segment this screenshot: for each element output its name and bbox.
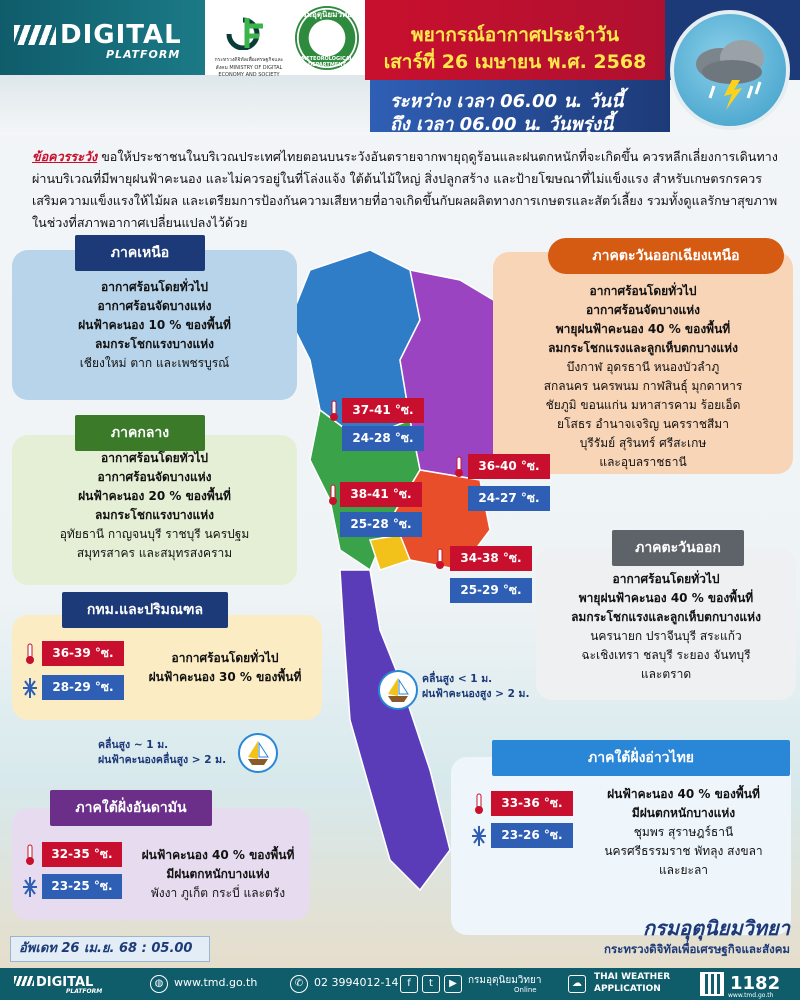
- central-areas-2: สมุทรสาคร และสมุทรสงคราม: [76, 546, 233, 560]
- central-line-3: ฝนฟ้าคะนอง 20 % ของพื้นที่: [78, 489, 231, 503]
- central-line-1: อากาศร้อนโดยทั่วไป: [101, 451, 208, 465]
- thermometer-hot-icon: [22, 844, 38, 866]
- gulf-areas-2: นครศรีธรรมราช พัทลุง สงขลา: [604, 844, 763, 858]
- gulf-line-1: ฝนฟ้าคะนอง 40 % ของพื้นที่: [607, 787, 760, 801]
- central-areas-1: อุทัยธานี กาญจนบุรี ราชบุรี นครปฐม: [59, 527, 250, 541]
- warning-label: ข้อควรระวัง: [32, 149, 98, 164]
- footer-bar: [0, 968, 800, 1000]
- andaman-temp-low: 23-25 °ซ.: [42, 874, 122, 899]
- bangkok-temp-high: 36-39 °ซ.: [42, 641, 124, 666]
- period-to: ถึง เวลา 06.00 น. วันพรุ่งนี้: [390, 114, 614, 135]
- digital-platform-logo: [0, 0, 205, 75]
- globe-icon: ◍: [150, 975, 168, 993]
- northeast-areas-4: ยโสธร อำนาจเจริญ นครราชสีมา: [557, 417, 729, 431]
- gulf-areas-1: ชุมพร สุราษฎร์ธานี: [633, 825, 734, 839]
- andaman-wave-note: [98, 738, 226, 768]
- sailboat-icon: [378, 670, 418, 710]
- north-temp-high: 37-41 °ซ.: [342, 398, 424, 423]
- logo-text: DIGITAL: [60, 20, 182, 50]
- region-card-north: [12, 250, 297, 400]
- logo-bars-icon: [14, 976, 34, 986]
- central-line-2: อากาศร้อนจัดบางแห่ง: [97, 470, 212, 484]
- region-title-east: ภาคตะวันออก: [612, 530, 744, 566]
- bangkok-temp-low: 28-29 °ซ.: [42, 675, 124, 700]
- northeast-line-2: อากาศร้อนจัดบางแห่ง: [586, 303, 700, 317]
- region-card-gulf: [451, 757, 791, 935]
- north-line-3: ฝนฟ้าคะนอง 10 % ของพื้นที่: [78, 318, 231, 332]
- east-line-3: ลมกระโชกแรงและลูกเห็บตกบางแห่ง: [571, 610, 761, 624]
- central-temp-low: 25-28 °ซ.: [340, 512, 422, 537]
- andaman-wave-1: คลื่นสูง ~ 1 ม.: [98, 739, 169, 751]
- northeast-areas-3: ชัยภูมิ ขอนแก่น มหาสารคาม ร้อยเอ็ด: [545, 398, 741, 412]
- footer-logo-text: DIGITAL: [36, 975, 94, 990]
- page-date: เสาร์ที่ 26 เมษายน พ.ศ. 2568: [383, 51, 647, 73]
- gulf-line-2: มีฝนตกหนักบางแห่ง: [631, 806, 736, 820]
- thermometer-hot-icon: [432, 548, 448, 570]
- thermometer-hot-icon: [471, 793, 487, 815]
- northeast-line-3: พายุฝนฟ้าคะนอง 40 % ของพื้นที่: [555, 322, 731, 336]
- warning-text: ขอให้ประชาชนในบริเวณประเทศไทยตอนบนระวังอันตรายจากพายุฤดูร้อนและฝนตกหนักที่จะเกิดขึ้น ควรหลีกเลี่ยงการเดินทางผ่านบริเวณที่มีพายุฝนฟ้าคะนอง และไม่ควรอยู่ในที่โล่งแจ้ง ใต้ต้นไม้ใหญ่ สิ่งปลูกสร้าง และป้ายโฆษณาที่ไม่แข็งแรง สำหรับเกษตรกรควรเสริมความแข็งแรงให้ไม้ผล และเตรียมการป้องกันความเสียหายที่อาจเกิดขึ้นกับผลผลิตทางการเกษตรและสัตว์เลี้ยง รวมทั้งดูแลรักษาสุขภาพในช่วงที่สภาพอากาศเปลี่ยนแปลงไว้ด้วย: [32, 149, 778, 230]
- social-name: กรมอุตุนิยมวิทยา: [468, 975, 542, 986]
- region-title-andaman: ภาคใต้ฝั่งอันดามัน: [50, 790, 212, 826]
- thunderstorm-cloud-icon: [670, 10, 790, 130]
- region-title-gulf: ภาคใต้ฝั่งอ่าวไทย: [492, 740, 790, 776]
- thermometer-hot-icon: [451, 456, 467, 478]
- northeast-temp-low: 24-27 °ซ.: [468, 486, 550, 511]
- andaman-temp-high: 32-35 °ซ.: [42, 842, 122, 867]
- hotline-number[interactable]: 1182: [730, 973, 781, 994]
- twitter-icon[interactable]: t: [422, 975, 440, 993]
- east-line-1: อากาศร้อนโดยทั่วไป: [612, 572, 720, 586]
- warning-paragraph: [32, 146, 782, 234]
- northeast-temp-high: 36-40 °ซ.: [468, 454, 550, 479]
- phone-number[interactable]: 02 3994012-14: [314, 976, 399, 989]
- gulf-wave-1: คลื่นสูง < 1 ม.: [422, 673, 493, 685]
- update-time: อัพเดท 26 เม.ย. 68 : 05.00: [10, 936, 210, 962]
- north-line-4: ลมกระโชกแรงบางแห่ง: [94, 337, 215, 351]
- andaman-line-1: ฝนฟ้าคะนอง 40 % ของพื้นที่: [141, 848, 295, 862]
- region-title-central: ภาคกลาง: [75, 415, 205, 451]
- gulf-wave-2: ฝนฟ้าคะนองสูง > 2 ม.: [422, 688, 530, 700]
- andaman-areas: พังงา ภูเก็ต กระบี่ และตรัง: [150, 886, 286, 900]
- map-south: [340, 570, 450, 890]
- snowflake-cool-icon: [22, 677, 38, 699]
- north-temp-low: 24-28 °ซ.: [342, 426, 424, 451]
- facebook-icon[interactable]: f: [400, 975, 418, 993]
- snowflake-cool-icon: [22, 876, 38, 898]
- snowflake-cool-icon: [471, 825, 487, 847]
- app-line-1: THAI WEATHER: [594, 972, 671, 982]
- thermometer-hot-icon: [326, 400, 342, 422]
- north-areas: เชียงใหม่ ตาก และเพชรบูรณ์: [79, 356, 230, 370]
- header: [0, 0, 800, 140]
- thermometer-hot-icon: [22, 643, 38, 665]
- northeast-line-1: อากาศร้อนโดยทั่วไป: [589, 284, 697, 298]
- east-areas-2: ฉะเชิงเทรา ชลบุรี ระยอง จันทบุรี: [581, 648, 751, 662]
- region-card-central: [12, 435, 297, 585]
- bangkok-line-2: ฝนฟ้าคะนอง 30 % ของพื้นที่: [148, 670, 302, 684]
- qr-code-icon[interactable]: [700, 972, 724, 996]
- central-line-4: ลมกระโชกแรงบางแห่ง: [94, 508, 215, 522]
- seal-top-text: กรมอุตุนิยมวิทยา: [297, 10, 357, 19]
- seal-bottom-text: METEOROLOGICAL DEPARTMENT: [301, 56, 353, 68]
- youtube-icon[interactable]: ▶: [444, 975, 462, 993]
- east-temp-low: 25-29 °ซ.: [450, 578, 532, 603]
- region-title-northeast: ภาคตะวันออกเฉียงเหนือ: [548, 238, 784, 274]
- region-title-bangkok: กทม.และปริมณฑล: [62, 592, 228, 628]
- social-sub: Online: [514, 986, 537, 994]
- logo-bars-icon: [14, 25, 56, 45]
- ministry-logo-icon: [225, 14, 269, 50]
- northeast-line-4: ลมกระโชกแรงและลูกเห็บตกบางแห่ง: [548, 341, 738, 355]
- northeast-areas-5: บุรีรัมย์ สุรินทร์ ศรีสะเกษ: [579, 436, 707, 450]
- ministry-caption: กระทรวงดิจิทัลเพื่อเศรษฐกิจและสังคม MINISTRY OF DIGITAL ECONOMY AND SOCIETY: [214, 57, 284, 78]
- thermometer-hot-icon: [325, 484, 341, 506]
- central-temp-high: 38-41 °ซ.: [340, 482, 422, 507]
- title-band: [365, 0, 665, 80]
- north-line-1: อากาศร้อนโดยทั่วไป: [101, 280, 208, 294]
- east-temp-high: 34-38 °ซ.: [450, 546, 532, 571]
- east-line-2: พายุฝนฟ้าคะนอง 40 % ของพื้นที่: [578, 591, 754, 605]
- northeast-areas-1: บึงกาฬ อุดรธานี หนองบัวลำภู: [566, 360, 720, 374]
- region-title-north: ภาคเหนือ: [75, 235, 205, 271]
- region-card-bangkok: [12, 615, 322, 720]
- ministry-name: กระทรวงดิจิทัลเพื่อเศรษฐกิจและสังคม: [604, 942, 790, 956]
- east-areas-1: นครนายก ปราจีนบุรี สระแก้ว: [590, 629, 742, 643]
- page-title: พยากรณ์อากาศประจำวัน: [411, 24, 619, 46]
- gulf-temp-high: 33-36 °ซ.: [491, 791, 573, 816]
- phone-icon: ✆: [290, 975, 308, 993]
- north-line-2: อากาศร้อนจัดบางแห่ง: [97, 299, 212, 313]
- footer-logo-sub: PLATFORM: [66, 988, 103, 995]
- region-card-northeast: [493, 252, 793, 474]
- east-areas-3: และตราด: [640, 667, 692, 681]
- northeast-areas-2: สกลนคร นครพนม กาฬสินธุ์ มุกดาหาร: [543, 379, 743, 393]
- qr-caption: www.tmd.go.th: [728, 992, 774, 999]
- forecast-period: [370, 80, 670, 135]
- gulf-temp-low: 23-26 °ซ.: [491, 823, 573, 848]
- period-from: ระหว่าง เวลา 06.00 น. วันนี้: [390, 91, 624, 112]
- partner-logos: [205, 0, 365, 78]
- logo-sub: PLATFORM: [106, 48, 181, 61]
- andaman-wave-2: ฝนฟ้าคะนองคลื่นสูง > 2 ม.: [98, 754, 227, 766]
- weather-app-icon[interactable]: ☁: [568, 975, 586, 993]
- department-name: กรมอุตุนิยมวิทยา: [643, 916, 790, 940]
- region-card-east: [536, 548, 796, 700]
- northeast-areas-6: และอุบลราชธานี: [599, 455, 687, 469]
- bangkok-line-1: อากาศร้อนโดยทั่วไป: [171, 651, 279, 665]
- gulf-areas-3: และยะลา: [658, 863, 709, 877]
- app-line-2: APPLICATION: [594, 984, 661, 994]
- gulf-wave-note: [422, 672, 529, 702]
- website-link[interactable]: www.tmd.go.th: [174, 976, 258, 989]
- sailboat-icon: [238, 733, 278, 773]
- andaman-line-2: มีฝนตกหนักบางแห่ง: [166, 867, 270, 881]
